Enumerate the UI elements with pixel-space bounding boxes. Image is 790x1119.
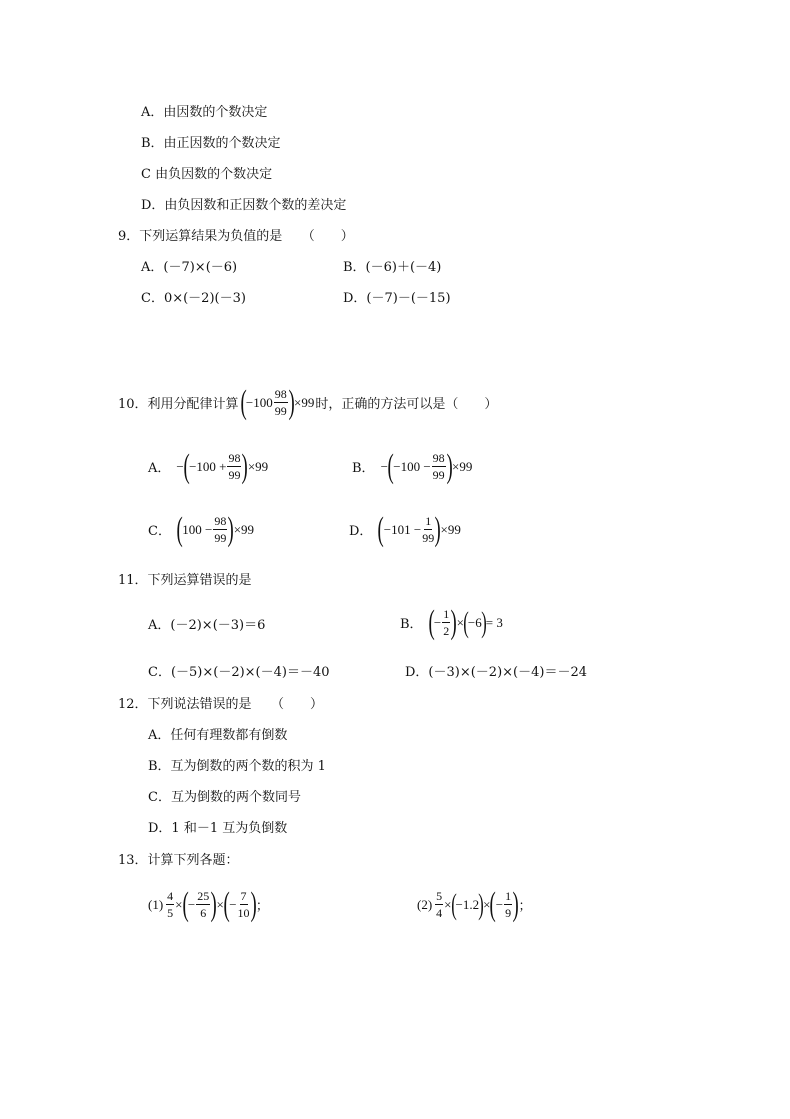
q9-option-a: A．(－7)×(－6) xyxy=(141,260,238,275)
q10-suffix: 时，正确的方法可以是（ ） xyxy=(315,397,498,412)
q13-stem: 13．计算下列各题： xyxy=(118,853,239,868)
q11-stem: 11．下列运算错误的是 xyxy=(118,573,252,588)
q13-part-2: (2) $\frac{5}{4}$ × ( −1.2 ) × ( − $\frac{1}{9}$ ) ； xyxy=(417,885,532,923)
q10-prefix: 10．利用分配律计算 xyxy=(118,397,239,412)
q9-option-b: B．(－6)＋(－4) xyxy=(343,260,442,275)
q10-option-a: A． − ( −100 + $\frac{98}{99}$ ) ×99 xyxy=(148,447,269,485)
q8-option-d: D．由负因数和正因数个数的差决定 xyxy=(141,198,347,213)
q8-option-c: C 由负因数的个数决定 xyxy=(141,167,273,182)
q13-part-1: (1) $\frac{4}{5}$ × ( − $\frac{25}{6}$ ) × ( − $\frac{7}{10}$ ) ； xyxy=(148,885,269,923)
q9-option-c: C．0×(－2)(－3) xyxy=(141,291,246,306)
q8-option-b: B．由正因数的个数决定 xyxy=(141,136,281,151)
q12-stem: 12．下列说法错误的是 （ ） xyxy=(118,697,324,712)
q9-option-d: D．(－7)－(－15) xyxy=(343,291,451,306)
q12-option-a: A．任何有理数都有倒数 xyxy=(148,728,288,743)
q11-option-c: C．(－5)×(－2)×(－4)＝－40 xyxy=(148,665,330,680)
q12-option-c: C．互为倒数的两个数同号 xyxy=(148,790,301,805)
q10-option-b: B． − ( −100 − $\frac{98}{99}$ ) ×99 xyxy=(352,447,473,485)
q8-option-a: A．由因数的个数决定 xyxy=(141,105,268,120)
q10-stem xyxy=(118,383,503,421)
q10-term: −100 xyxy=(245,394,273,410)
right-paren: ) xyxy=(288,383,295,421)
left-paren: ( xyxy=(240,383,247,421)
q10-option-c: C． ( 100 − $\frac{98}{99}$ ) ×99 xyxy=(148,510,255,548)
q12-option-d: D．1 和－1 互为负倒数 xyxy=(148,821,288,836)
q11-option-d: D．(－3)×(－2)×(－4)＝－24 xyxy=(405,665,587,680)
q10-fraction: $\frac{98}{99}$ xyxy=(274,387,287,418)
q9-stem: 9．下列运算结果为负值的是 （ ） xyxy=(118,229,354,244)
q11-option-b: B． ( − $\frac{1}{2}$ ) × ( −6 ) = 3 xyxy=(400,603,503,641)
q11-option-a: A．(－2)×(－3)＝6 xyxy=(148,618,266,633)
q10-times: ×99 xyxy=(294,394,315,410)
q10-option-d: D． ( −101 − $\frac{1}{99}$ ) ×99 xyxy=(349,510,461,548)
q12-option-b: B．互为倒数的两个数的积为 1 xyxy=(148,759,326,774)
